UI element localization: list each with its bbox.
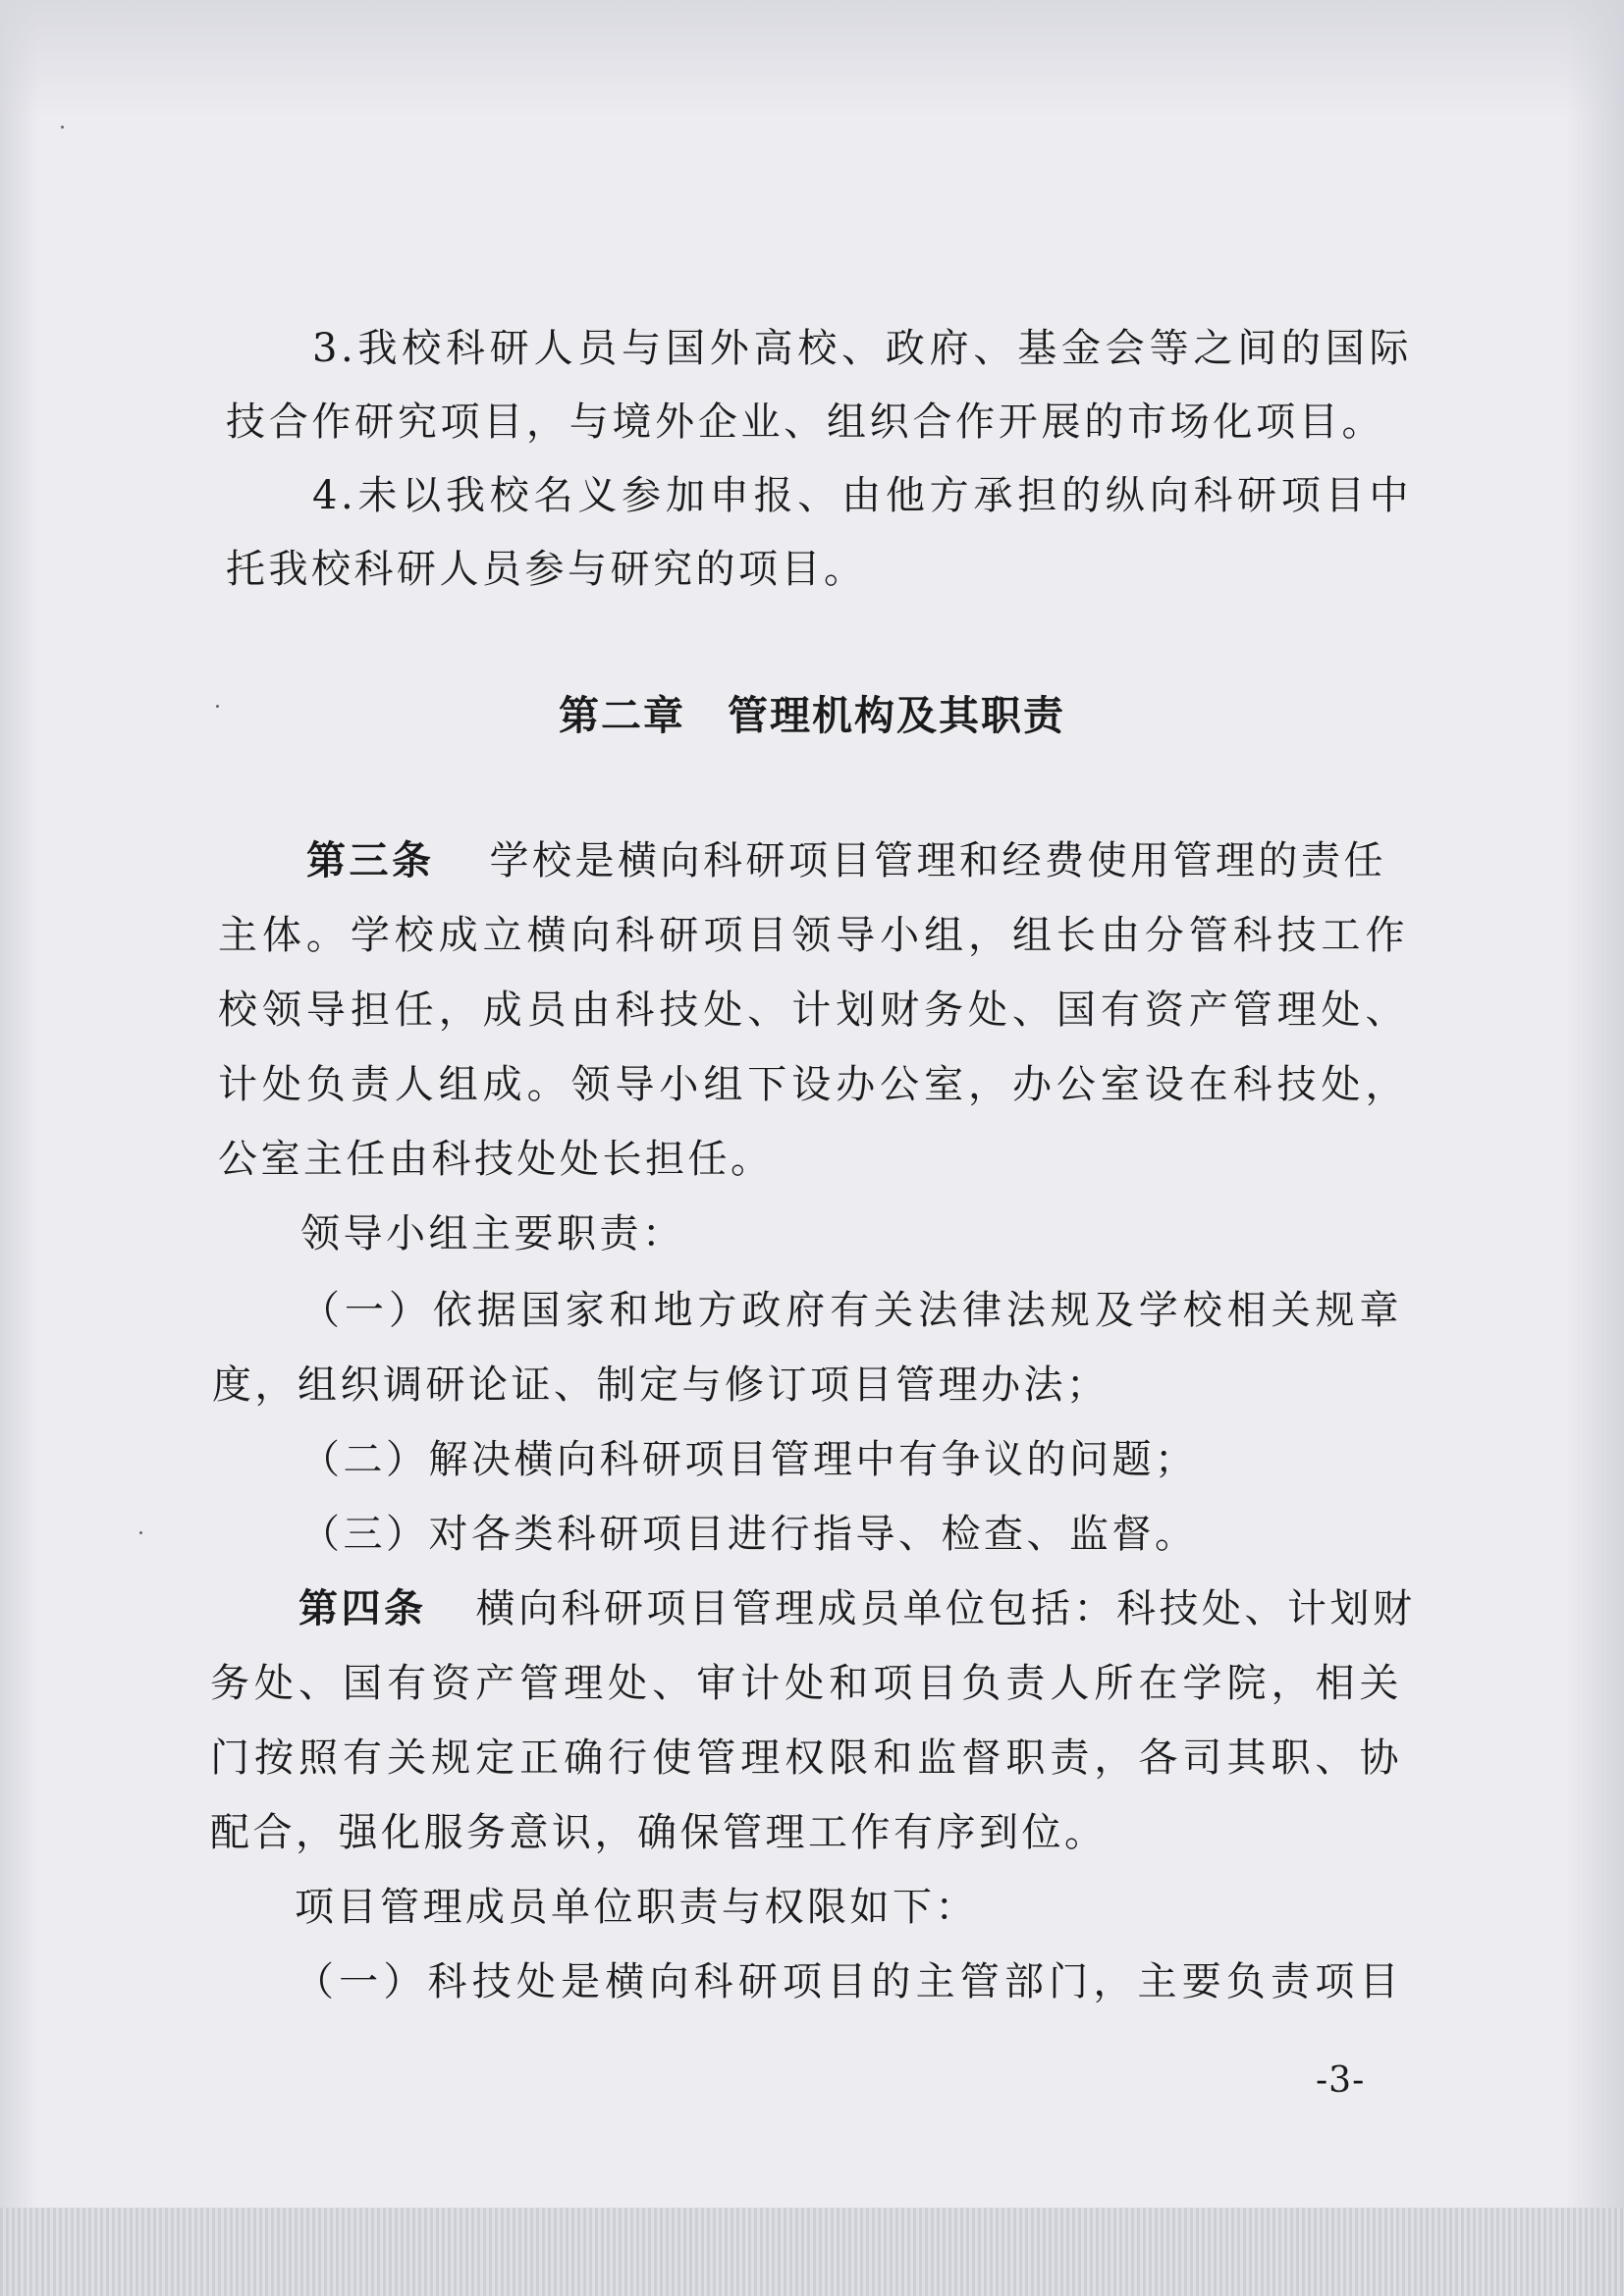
scan-shadow-left (0, 0, 39, 2296)
scan-speck (61, 126, 64, 129)
duty-item: （二）解决横向科研项目管理中有争议的问题； (300, 1437, 1198, 1482)
article-4-label: 第四条 (298, 1586, 427, 1631)
page-number: -3- (1316, 2060, 1366, 2101)
article-4-first-line (298, 1584, 1416, 1633)
paragraph-line: （一）科技处是横向科研项目的主管部门，主要负责项目 (295, 1959, 1402, 2004)
duties-intro: 领导小组主要职责： (300, 1211, 685, 1256)
paragraph-line: 托我校科研人员参与研究的项目。 (226, 547, 867, 592)
paragraph-line: 4.未以我校名义参加申报、由他方承担的纵向科研项目中 (312, 473, 1412, 518)
article-3-first-line (306, 836, 1408, 885)
paragraph-line: 公室主任由科技处处长担任。 (218, 1137, 774, 1182)
scan-speck (139, 1531, 142, 1534)
members-intro: 项目管理成员单位职责与权限如下： (295, 1885, 978, 1930)
article-4-text: 横向科研项目管理成员单位包括：科技处、计划财 (475, 1586, 1416, 1631)
paragraph-line: 主体。学校成立横向科研项目领导小组，组长由分管科技工作 (218, 913, 1408, 958)
article-3-text: 学校是横向科研项目管理和经费使用管理的责任 (489, 838, 1386, 883)
scan-shadow-right (1565, 0, 1624, 2296)
paragraph-line: 校领导担任，成员由科技处、计划财务处、国有资产管理处、 (218, 988, 1408, 1033)
duty-item: 度，组织调研论证、制定与修订项目管理办法； (212, 1362, 1110, 1408)
paragraph-line: 务处、国有资产管理处、审计处和项目负责人所在学院，相关 (210, 1661, 1402, 1706)
duty-item: （三）对各类科研项目进行指导、检查、监督。 (300, 1512, 1198, 1557)
paragraph-line: 3.我校科研人员与国外高校、政府、基金会等之间的国际 (312, 326, 1412, 371)
article-3-label: 第三条 (306, 838, 435, 883)
paragraph-line: 门按照有关规定正确行使管理权限和监督职责，各司其职、协 (210, 1735, 1402, 1781)
paragraph-line: 计处负责人组成。领导小组下设办公室，办公室设在科技处， (218, 1062, 1408, 1107)
chapter-heading: 第二章 管理机构及其职责 (559, 692, 1065, 739)
scan-noise-bottom (0, 2208, 1624, 2296)
duty-item: （一）依据国家和地方政府有关法律法规及学校相关规章 (300, 1288, 1402, 1333)
scan-shadow-top (0, 0, 1624, 118)
paragraph-line: 技合作研究项目，与境外企业、组织合作开展的市场化项目。 (226, 400, 1384, 445)
paragraph-line: 配合，强化服务意识，确保管理工作有序到位。 (210, 1810, 1108, 1855)
